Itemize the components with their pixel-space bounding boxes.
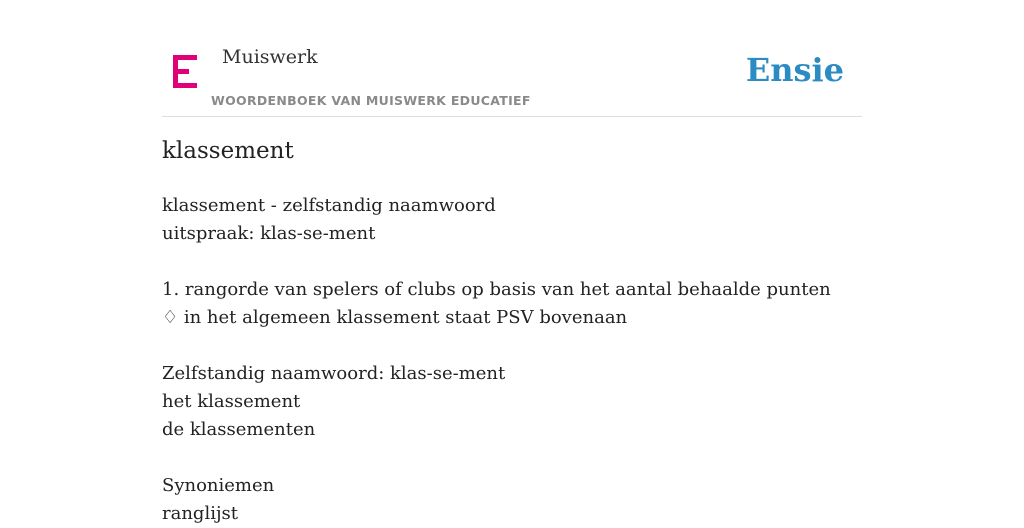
ensie-logo[interactable]: Ensie bbox=[745, 51, 844, 89]
entry-line-blank bbox=[162, 444, 862, 472]
site-header bbox=[162, 40, 862, 117]
entry-line-singular: het klassement bbox=[162, 391, 301, 412]
muiswerk-logo-icon[interactable] bbox=[173, 55, 201, 89]
entry-line-synonyms-heading: Synoniemen bbox=[162, 475, 275, 496]
logo-bar-bottom bbox=[173, 83, 197, 88]
entry-line-noun-syllables: Zelfstandig naamwoord: klas-se-ment bbox=[162, 363, 506, 384]
entry-line-pronunciation: uitspraak: klas-se-ment bbox=[162, 223, 376, 244]
entry-line-blank bbox=[162, 248, 862, 276]
logo-bar-middle bbox=[173, 69, 189, 74]
entry-line-blank bbox=[162, 332, 862, 360]
entry-line-word-type: klassement - zelfstandig naamwoord bbox=[162, 195, 496, 216]
entry-line-plural: de klassementen bbox=[162, 419, 316, 440]
site-subtitle: WOORDENBOEK VAN MUISWERK EDUCATIEF bbox=[211, 93, 531, 108]
entry-line-example: ♢ in het algemeen klassement staat PSV bovenaan bbox=[162, 307, 628, 328]
entry-line-definition: 1. rangorde van spelers of clubs op basis van het aantal behaalde punten bbox=[162, 279, 831, 300]
entry-line-synonym[interactable]: ranglijst bbox=[162, 503, 239, 524]
entry-title: klassement bbox=[162, 138, 294, 164]
logo-bar-top bbox=[173, 55, 197, 60]
entry-content bbox=[162, 192, 862, 528]
brand-name[interactable]: Muiswerk bbox=[222, 46, 318, 68]
